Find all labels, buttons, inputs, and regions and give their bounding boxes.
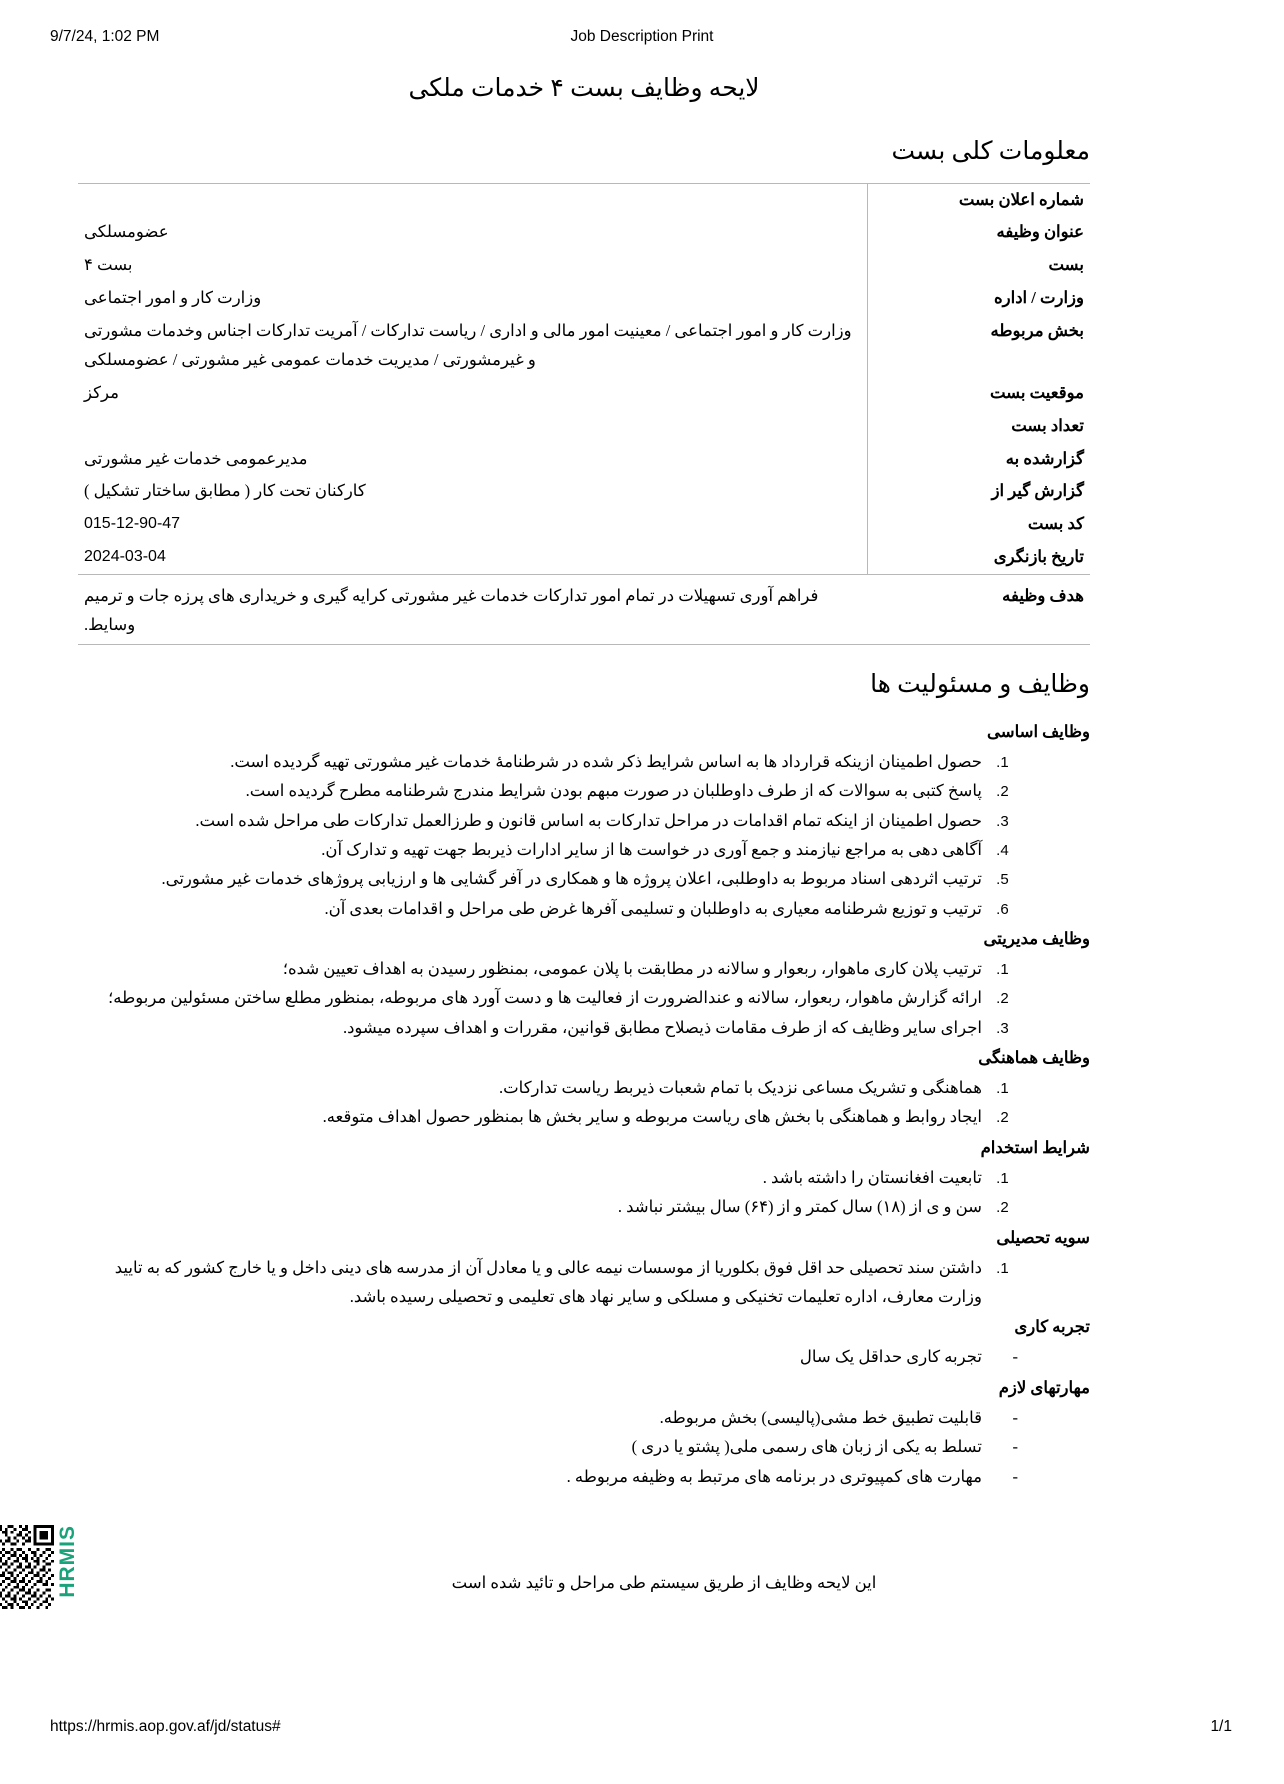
table-row <box>78 475 1090 508</box>
hrmis-label: HRMIS <box>56 1524 79 1598</box>
duty-block-title: شرایط استخدام <box>980 1137 1090 1157</box>
row-label: گزارشده به <box>1005 448 1084 468</box>
table-row <box>78 315 1090 377</box>
qr-code-icon <box>0 1525 54 1609</box>
list-item: - تجربه کاری حداقل یک سال <box>78 1342 992 1371</box>
table-row <box>78 183 1090 216</box>
row-value: عضومسلکی <box>78 216 868 249</box>
row-label: تاریخ بازنگری <box>993 547 1084 567</box>
duty-list <box>78 1073 1090 1132</box>
list-item: 6. ترتیب و توزیع شرطنامه معیاری به داوطلبان و تسلیمی آفرها غرض طی مراحل و اقدامات بعدی آن. <box>78 894 992 923</box>
list-item: 2. پاسخ کتبی به سوالات که از طرف داوطلبان در صورت مبهم بودن شرایط مندرج شرطنامه مطرح گردیده است. <box>78 776 992 805</box>
list-item: 1. ترتیب پلان کاری ماهوار، ربعوار و سالانه در مطابقت با پلان عمومی، بمنظور رسیدن به اهداف تعیین شده؛ <box>78 954 992 983</box>
approval-text: این لایحه وظایف از طریق سیستم طی مراحل و تائید شده است <box>451 1572 877 1592</box>
duty-block-title: وظایف هماهنگی <box>978 1048 1090 1068</box>
duties-heading: وظایف و مسئولیت ها <box>870 670 1090 698</box>
table-row-goal <box>78 575 1090 645</box>
duty-block-title: وظایف اساسی <box>987 721 1090 741</box>
duty-block-title: وظایف مدیریتی <box>983 928 1090 948</box>
table-row <box>78 508 1090 541</box>
print-header-title: Job Description Print <box>570 28 714 45</box>
page-number: 1/1 <box>1210 1718 1232 1735</box>
qr-code-block <box>0 1525 78 1629</box>
row-value: مدیرعمومی خدمات غیر مشورتی <box>78 443 868 476</box>
list-item: 1. حصول اطمینان ازینکه قرارداد ها به اساس شرایط ذکر شده در شرطنامهٔ خدمات غیر مشورتی تهیه گردیده است. <box>78 747 992 776</box>
list-item: 1. تابعیت افغانستان را داشته باشد . <box>78 1163 992 1192</box>
row-value <box>78 183 868 216</box>
list-item: 1. داشتن سند تحصیلی حد اقل فوق بکلوریا از موسسات نیمه عالی و یا معادل آن از مدرسه های دینی داخل و یا خارج کشور که به تایید وزارت معارف، اداره تعلیمات تخنیکی و مسلکی و سایر نهاد های تعلیمی و تحصیلی رسیده باشد. <box>78 1253 992 1312</box>
duty-list <box>78 954 1090 1042</box>
row-label: عنوان وظیفه <box>996 222 1084 242</box>
duty-block-title: تجربه کاری <box>1014 1317 1090 1337</box>
row-value: وزارت کار و امور اجتماعی / معینیت امور مالی و اداری / ریاست تدارکات / آمریت تدارکات اجناس وخدمات مشورتی و غیرمشورتی / مدیریت خدمات عمومی غیر مشورتی / عضومسلکی <box>78 315 868 377</box>
row-label: گزارش گیر از <box>991 481 1084 501</box>
print-footer <box>0 1718 1284 1740</box>
duty-list <box>78 747 1090 923</box>
row-label: وزارت / اداره <box>994 288 1084 308</box>
row-label: بخش مربوطه <box>990 321 1084 340</box>
list-item: - قابلیت تطبیق خط مشی(پالیسی) بخش مربوطه. <box>78 1403 992 1432</box>
general-info-heading: معلومات کلی بست <box>891 137 1090 165</box>
list-item: 2. ارائه گزارش ماهوار، ربعوار، سالانه و عندالضرورت از فعالیت ها و دست آورد های مربوطه، بمنظور مطلع ساختن مسئولین مربوطه؛ <box>78 983 992 1012</box>
approval-stamp <box>56 1524 1090 1635</box>
row-value: مرکز <box>78 377 868 410</box>
row-value: 2024-03-04 <box>78 541 868 574</box>
row-label: کد بست <box>1027 514 1084 534</box>
row-label: موقعیت بست <box>989 382 1084 402</box>
table-row <box>78 443 1090 476</box>
row-label: تعداد بست <box>1011 415 1084 435</box>
duty-list <box>78 1253 1090 1312</box>
list-item: 2. ایجاد روابط و هماهنگی با بخش های ریاست مربوطه و سایر بخش ها بمنظور حصول اهداف متوقعه. <box>78 1102 992 1131</box>
list-item: 5. ترتیب اثردهی اسناد مربوط به داوطلبی، اعلان پروژه ها و همکاری در آفر گشایی ها و ارزیابی پروژهای خدمات غیر مشورتی. <box>78 864 992 893</box>
row-value <box>78 410 868 443</box>
duty-list <box>78 1163 1090 1222</box>
list-item: 3. حصول اطمینان از اینکه تمام اقدامات در مراحل تدارکات به اساس قانون و طرزالعمل تدارکات طی مراحل شده است. <box>78 806 992 835</box>
print-header <box>0 28 1284 50</box>
table-row <box>78 282 1090 315</box>
duty-list <box>78 1342 1090 1371</box>
list-item: 3. اجرای سایر وظایف که از طرف مقامات ذیصلاح مطابق قوانین، مقررات و اهداف سپرده میشود. <box>78 1013 992 1042</box>
duty-list <box>78 1403 1090 1491</box>
row-value: کارکنان تحت کار ( مطابق ساختار تشکیل ) <box>78 475 868 508</box>
general-info-table <box>78 183 1090 645</box>
row-value: 015-12-90-47 <box>78 508 868 541</box>
footer-url: https://hrmis.aop.gov.af/jd/status# <box>50 1718 281 1735</box>
table-row <box>78 216 1090 249</box>
row-value: فراهم آوری تسهیلات در تمام امور تدارکات خدمات غیر مشورتی کرایه گیری و خریداری های پرزه جات و ترمیم وسایط. <box>78 575 868 645</box>
list-item: 2. سن و ی از (۱۸) سال کمتر و از (۶۴) سال بیشتر نباشد . <box>78 1192 992 1221</box>
list-item: 4. آگاهی دهی به مراجع نیازمند و جمع آوری در خواست ها از سایر ادارات ذیربط جهت تهیه و تدارک آن. <box>78 835 992 864</box>
table-row <box>78 377 1090 410</box>
table-row <box>78 541 1090 574</box>
list-item: 1. هماهنگی و تشریک مساعی نزدیک با تمام شعبات ذیربط ریاست تدارکات. <box>78 1073 992 1102</box>
document-title: لایحه وظایف بست ۴ خدمات ملکی <box>408 75 760 102</box>
duty-block-title: سویه تحصیلی <box>996 1227 1090 1247</box>
list-item: - تسلط به یکی از زبان های رسمی ملی( پشتو یا دری ) <box>78 1432 992 1461</box>
table-row <box>78 249 1090 282</box>
row-value: وزارت کار و امور اجتماعی <box>78 282 868 315</box>
list-item: - مهارت های کمپیوتری در برنامه های مرتبط به وظیفه مربوطه . <box>78 1462 992 1491</box>
row-label: هدف وظیفه <box>868 575 1091 645</box>
row-label: شماره اعلان بست <box>958 189 1084 209</box>
table-row <box>78 410 1090 443</box>
row-value: بست ۴ <box>78 249 868 282</box>
job-description-document <box>56 58 1090 1635</box>
duty-block-title: مهارتهای لازم <box>998 1377 1090 1397</box>
print-date-time: 9/7/24, 1:02 PM <box>50 28 160 45</box>
row-label: بست <box>1048 255 1084 275</box>
